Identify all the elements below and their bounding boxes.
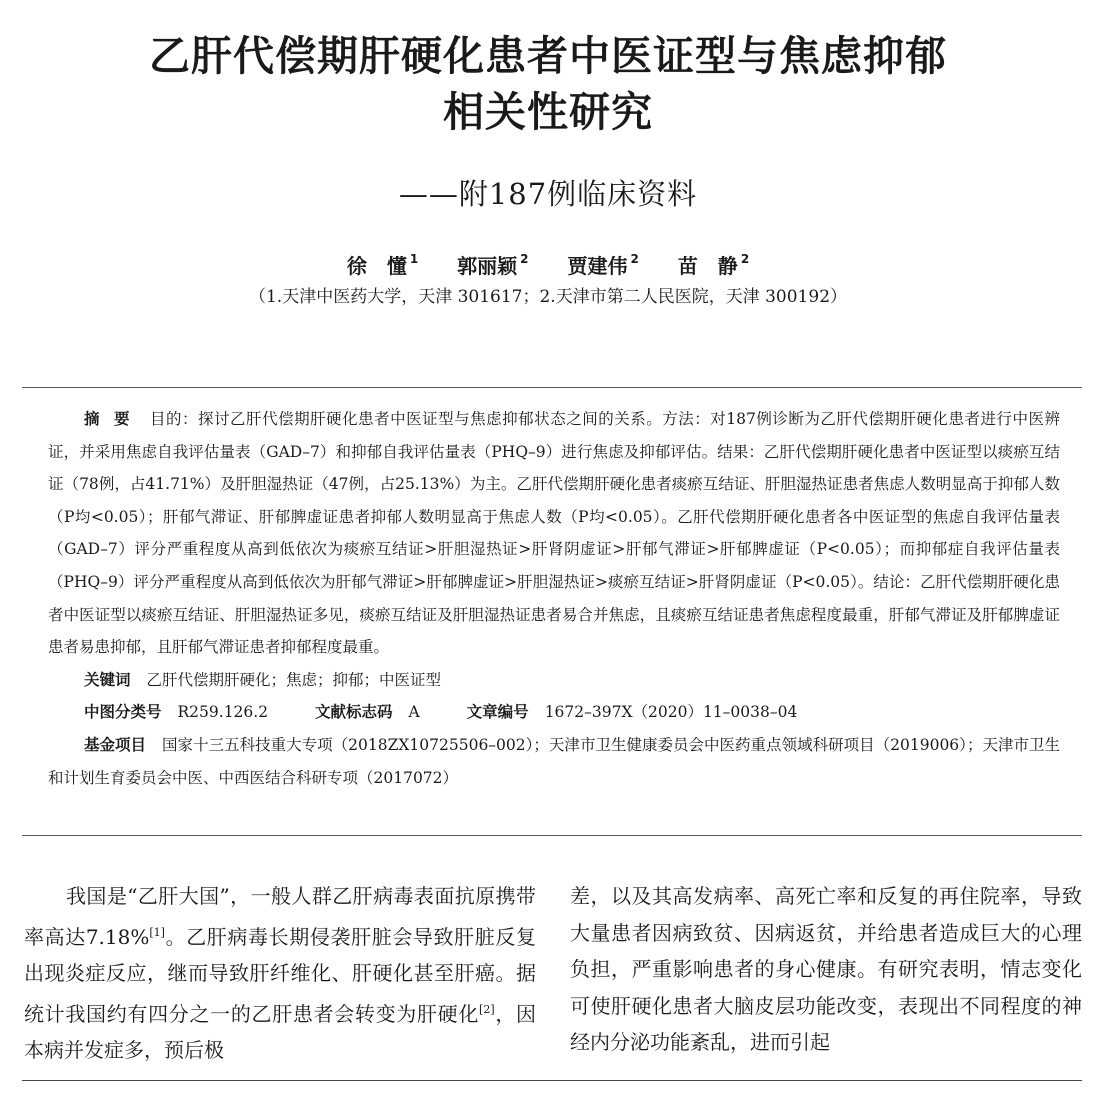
abstract-divider xyxy=(22,835,1082,836)
doc-code-label: 文献标志码 xyxy=(315,703,393,722)
body-paragraph: 我国是“乙肝大国”，一般人群乙肝病毒表面抗原携带率高达7.18%[1]。乙肝病毒长期侵袭肝脏会导致肝脏反复出现炎症反应，继而导致肝纤维化、肝硬化甚至肝癌。据统计我国约有四分之一的乙肝患者会转变为肝硬化[2]，因本病并发症多，预后极 xyxy=(24,884,537,1062)
clc-value: R259.126.2 xyxy=(177,703,269,722)
author-list xyxy=(0,244,1096,281)
author-3: 贾建伟 $^2$ xyxy=(567,252,639,278)
body-column-right xyxy=(570,878,1082,1061)
body-column-left xyxy=(24,878,536,1069)
author-2: 郭丽颖 $^2$ xyxy=(457,252,529,278)
citation-ref-1: [1] xyxy=(149,925,165,939)
author-affiliations: （1.天津中医药大学，天津 301617；2.天津市第二人民医院，天津 300192） xyxy=(248,287,848,307)
title-line-2: 相关性研究 xyxy=(443,88,653,136)
keywords-label: 关键词 xyxy=(84,670,131,689)
funding-line xyxy=(48,729,1060,794)
funding-label: 基金项目 xyxy=(84,735,147,754)
doc-code-value: A xyxy=(408,703,420,722)
keywords-line xyxy=(48,664,1060,697)
classification-line xyxy=(48,696,1060,729)
keywords-text: 乙肝代偿期肝硬化；焦虑；抑郁；中医证型 xyxy=(146,670,442,689)
author-1: 徐 懂 $^1$ xyxy=(346,252,419,278)
clc-label: 中图分类号 xyxy=(84,703,162,722)
abstract-block xyxy=(48,403,1060,794)
title-line-1: 乙肝代偿期肝硬化患者中医证型与焦虑抑郁 xyxy=(149,32,947,80)
article-title xyxy=(0,28,1096,140)
abstract-label: 摘要 xyxy=(84,410,145,428)
header-divider xyxy=(22,387,1082,388)
body-paragraph-continued: 差，以及其高发病率、高死亡率和反复的再住院率，导致大量患者因病致贫、因病返贫，并给患者造成巨大的心理负担，严重影响患者的身心健康。有研究表明，情志变化可使肝硬化患者大脑皮层功能改变，表现出不同程度的神经内分泌功能紊乱，进而引起 xyxy=(570,884,1082,1054)
citation-ref-2: [2] xyxy=(479,1002,495,1016)
article-no-label: 文章编号 xyxy=(466,703,529,722)
funding-text: 国家十三五科技重大专项（2018ZX10725506–002）；天津市卫生健康委员会中医药重点领域科研项目（2019006）；天津市卫生和计划生育委员会中医、中西医结合科研专项（2017072） xyxy=(48,735,1060,787)
article-subtitle: ——附187例临床资料 xyxy=(398,177,698,211)
footer-divider xyxy=(22,1080,1082,1081)
abstract-paragraph xyxy=(48,403,1060,664)
abstract-text: 目的：探讨乙肝代偿期肝硬化患者中医证型与焦虑抑郁状态之间的关系。方法：对187例诊断为乙肝代偿期肝硬化患者进行中医辨证，并采用焦虑自我评估量表（GAD–7）和抑郁自我评估量表（PHQ–9）进行焦虑及抑郁评估。结果：乙肝代偿期肝硬化患者中医证型以痰瘀互结证（78例，占41.71%）及肝胆湿热证（47例，占25.13%）为主。乙肝代偿期肝硬化患者痰瘀互结证、肝胆湿热证患者焦虑人数明显高于抑郁人数（P均<0.05）；肝郁气滞证、肝郁脾虚证患者抑郁人数明显高于焦虑人数（P均<0.05）。乙肝代偿期肝硬化患者各中医证型的焦虑自我评估量表（GAD–7）评分严重程度从高到低依次为痰瘀互结证>肝胆湿热证>肝肾阴虚证>肝郁气滞证>肝郁脾虚证（P<0.05）；而抑郁症自我评估量表（PHQ–9）评分严重程度从高到低依次为肝郁气滞证>肝郁脾虚证>肝胆湿热证>痰瘀互结证>肝肾阴虚证（P<0.05）。结论：乙肝代偿期肝硬化患者中医证型以痰瘀互结证、肝胆湿热证多见，痰瘀互结证及肝胆湿热证患者易合并焦虑，且痰瘀互结证患者焦虑程度最重，肝郁气滞证及肝郁脾虚证患者易患抑郁，且肝郁气滞证患者抑郁程度最重。 xyxy=(48,410,1060,657)
author-4: 苗 静 $^2$ xyxy=(677,252,750,278)
article-no-value: 1672–397X（2020）11–0038–04 xyxy=(544,703,798,722)
